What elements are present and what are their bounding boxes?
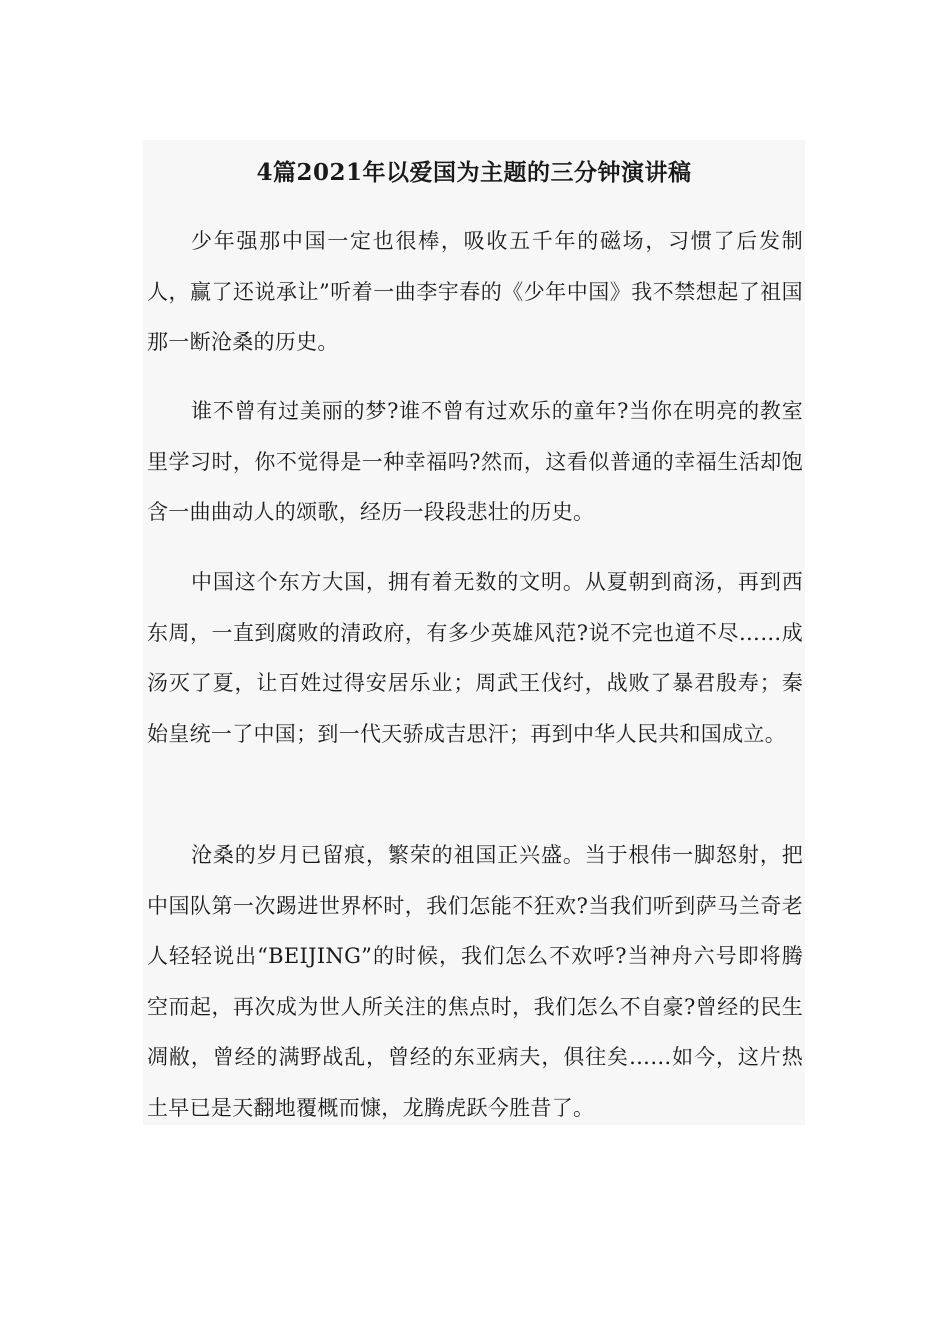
document-page	[143, 140, 805, 1125]
paragraph-1: 少年强那中国一定也很棒，吸收五千年的磁场，习惯了后发制人，赢了还说承让”听着一曲李宇春的《少年中国》我不禁想起了祖国那一断沧桑的历史。	[147, 229, 803, 354]
document-title: 4篇2021年以爱国为主题的三分钟演讲稿	[256, 159, 692, 186]
paragraph-2: 谁不曾有过美丽的梦?谁不曾有过欢乐的童年?当你在明亮的教室里学习时，你不觉得是一种幸福吗?然而，这看似普通的幸福生活却饱含一曲曲动人的颂歌，经历一段段悲壮的历史。	[147, 399, 803, 524]
paragraph-4: 沧桑的岁月已留痕，繁荣的祖国正兴盛。当于根伟一脚怒射，把中国队第一次踢进世界杯时，我们怎能不狂欢?当我们听到萨马兰奇老人轻轻说出“BEIJING”的时候，我们怎么不欢呼?当神舟六号即将腾空而起，再次成为世人所关注的焦点时，我们怎么不自豪?曾经的民生凋敝，曾经的满野战乱，曾经的东亚病夫，俱往矣……如今，这片热土早已是天翻地覆概而慷，龙腾虎跃今胜昔了。	[147, 843, 803, 1120]
paragraph-3: 中国这个东方大国，拥有着无数的文明。从夏朝到商汤，再到西东周，一直到腐败的清政府，有多少英雄风范?说不完也道不尽……成汤灭了夏，让百姓过得安居乐业；周武王伐纣，战败了暴君殷寿；秦始皇统一了中国；到一代天骄成吉思汗；再到中华人民共和国成立。	[147, 570, 803, 746]
